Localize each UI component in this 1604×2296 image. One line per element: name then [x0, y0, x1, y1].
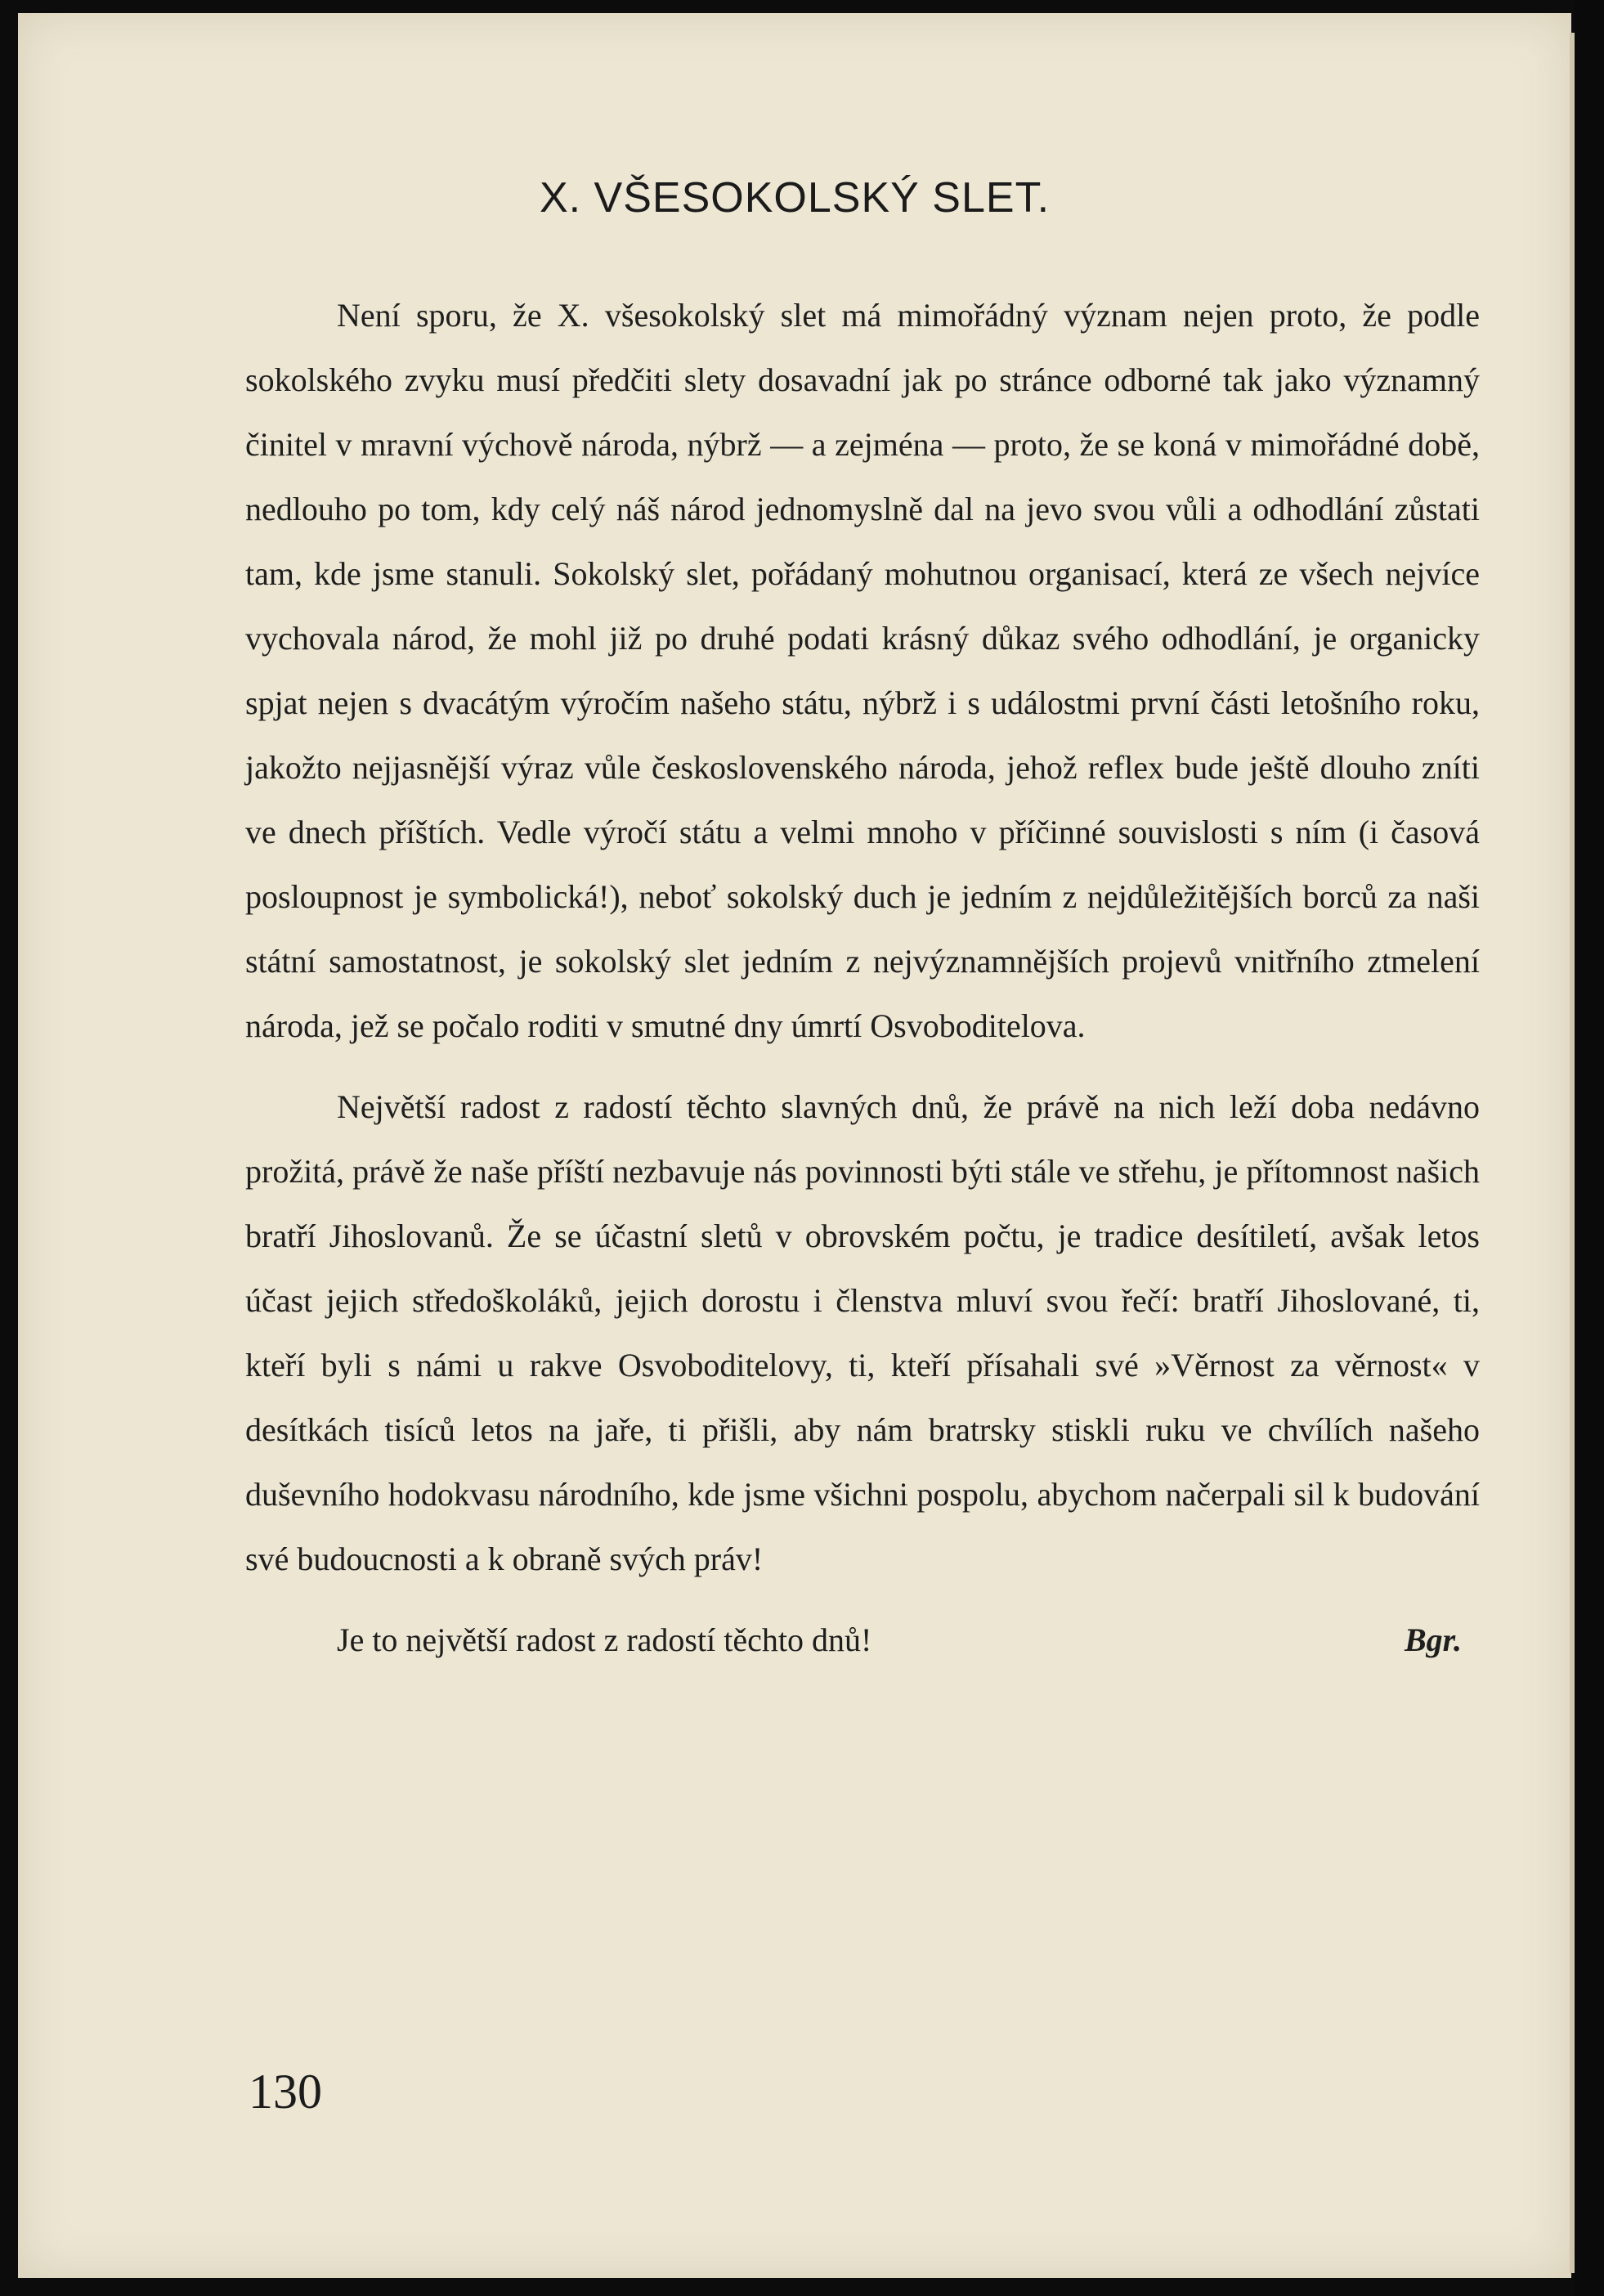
author-signature: Bgr.: [1404, 1621, 1462, 1658]
closing-row: [245, 1608, 1480, 1672]
page-number: 130: [249, 2065, 322, 2119]
closing-sentence: Je to největší radost z radostí těchto dnů!: [337, 1621, 872, 1658]
book-page: [18, 13, 1571, 2278]
article-body: [245, 283, 1480, 1672]
book-spine: [1575, 0, 1604, 2296]
chapter-heading: X. VŠESOKOLSKÝ SLET.: [539, 174, 1051, 222]
paragraph-1: Není sporu, že X. všesokolský slet má mimořádný význam nejen proto, že podle sokolského zvyku musí předčiti slety dosavadní jak po stránce odborné tak jako významný činitel v mravní výchově národa, nýbrž — a zejména — proto, že se koná v mimořádné době, nedlouho po tom, kdy celý náš národ jednomyslně dal na jevo svou vůli a odhodlání zůstati tam, kde jsme stanuli. Sokolský slet, pořádaný mohutnou organisací, která ze všech nejvíce vychovala národ, že mohl již po druhé podati krásný důkaz svého odhodlání, je organicky spjat nejen s dvacátým výročím našeho státu, nýbrž i s událostmi první části letošního roku, jakožto nejjasnější výraz vůle československého národa, jehož reflex bude ještě dlouho zníti ve dnech příštích. Vedle výročí státu a velmi mnoho v příčinné souvislosti s ním (i časová posloupnost je symbolická!), neboť sokolský duch je jedním z nejdůležitějších borců za naši státní samostatnost, je sokolský slet jedním z nejvýznamnějších projevů vnitřního ztmelení národa, jež se počalo roditi v smutné dny úmrtí Osvoboditelova.: [245, 297, 1480, 1044]
paragraph-2: Největší radost z radostí těchto slavných dnů, že právě na nich leží doba nedávno prožitá, právě že naše příští nezbavuje nás povinnosti býti stále ve střehu, je přítomnost našich bratří Jihoslovanů. Že se účastní sletů v obrovském počtu, je tradice desítiletí, avšak letos účast jejich středoškoláků, jejich dorostu i členstva mluví svou řečí: bratří Jihoslované, ti, kteří byli s námi u rakve Osvoboditelovy, ti, kteří přísahali své »Věrnost za věrnost« v desítkách tisíců letos na jaře, ti přišli, aby nám bratrsky stiskli ruku ve chvílích našeho duševního hodokvasu národního, kde jsme všichni pospolu, abychom načerpali sil k budování své budoucnosti a k obraně svých práv!: [245, 1088, 1480, 1577]
